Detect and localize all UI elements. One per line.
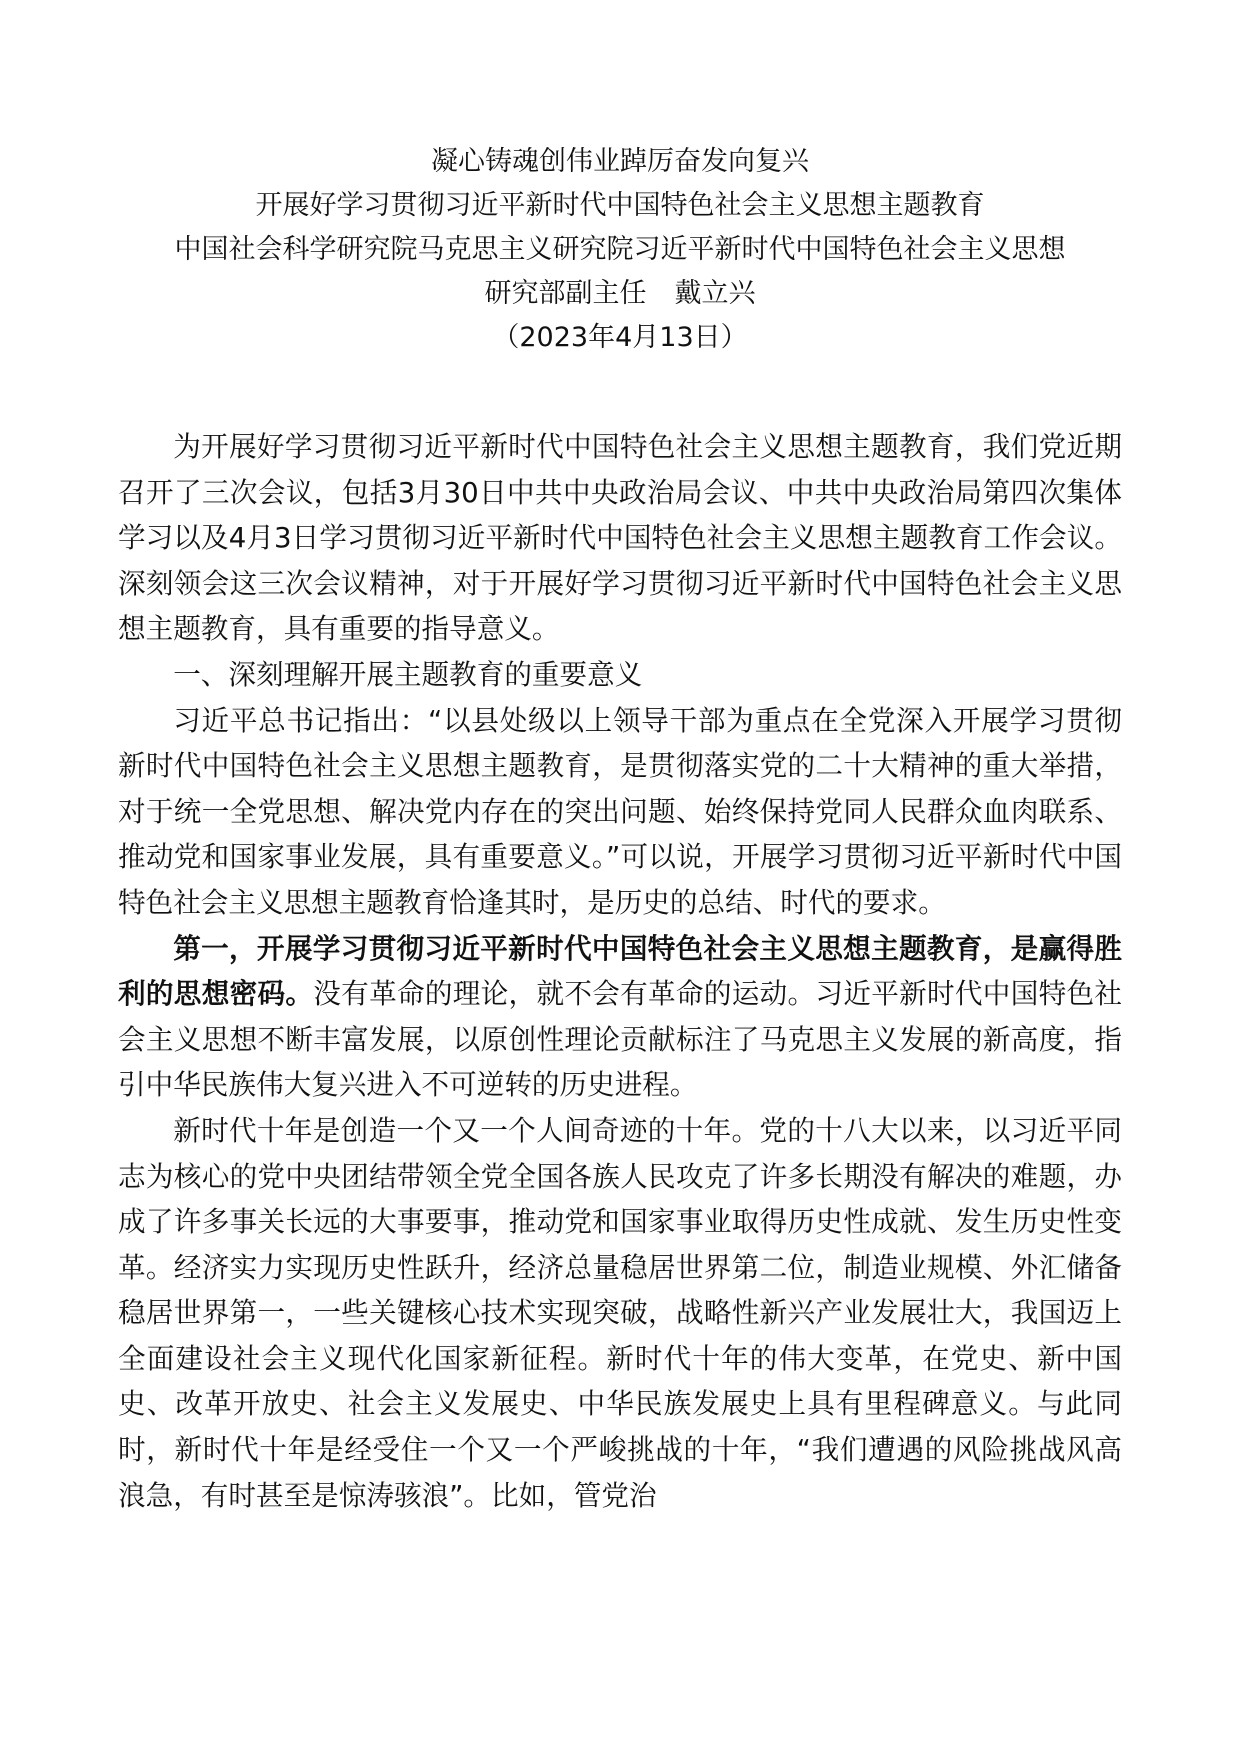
paragraph-new-era: 新时代十年是创造一个又一个人间奇迹的十年。党的十八大以来，以习近平同志为核心的党中央团结带领全党全国各族人民攻克了许多长期没有解决的难题，办成了许多事关长远的大事要事，推动党和国家事业取得历史性成就、发生历史性变革。经济实力实现历史性跃升，经济总量稳居世界第二位，制造业规模、外汇储备稳居世界第一，一些关键核心技术实现突破，战略性新兴产业发展壮大，我国迈上全面建设社会主义现代化国家新征程。新时代十年的伟大变革，在党史、新中国史、改革开放史、社会主义发展史、中华民族发展史上具有里程碑意义。与此同时，新时代十年是经受住一个又一个严峻挑战的十年，“我们遭遇的风险挑战风高浪急，有时甚至是惊涛骇浪”。比如，管党治: [118, 1113, 1122, 1512]
author-name: 戴立兴: [674, 278, 756, 309]
author-organization: 中国社会科学研究院马克思主义研究院习近平新时代中国特色社会主义思想: [174, 234, 1066, 265]
paragraph-first-point: [118, 926, 1122, 1108]
author-position: 研究部副主任: [484, 278, 647, 309]
first-point-bold-lead: 第一，开展学习贯彻习近平新时代中国特色社会主义思想主题教育，是赢得胜利的思想密码。: [118, 931, 1122, 1011]
paragraph-quote: 习近平总书记指出：“以县处级以上领导干部为重点在全党深入开展学习贯彻新时代中国特色社会主义思想主题教育，是贯彻落实党的二十大精神的重大举措，对于统一全党思想、解决党内存在的突出问题、始终保持党同人民群众血肉联系、推动党和国家事业发展，具有重要意义。”可以说，开展学习贯彻习近平新时代中国特色社会主义思想主题教育恰逢其时，是历史的总结、时代的要求。: [118, 703, 1122, 919]
author-line: [0, 272, 1240, 316]
document-body: [118, 424, 1122, 1518]
document-subtitle: 开展好学习贯彻习近平新时代中国特色社会主义思想主题教育: [255, 190, 985, 221]
section-heading-1: 一、深刻理解开展主题教育的重要意义: [173, 657, 643, 691]
document-date: （2023年4月13日）: [492, 322, 748, 353]
first-point-text: 没有革命的理论，就不会有革命的运动。习近平新时代中国特色社会主义思想不断丰富发展，以原创性理论贡献标注了马克思主义发展的新高度，指引中华民族伟大复兴进入不可逆转的历史进程。: [118, 977, 1122, 1102]
document-header: [0, 140, 1240, 360]
paragraph-intro: 为开展好学习贯彻习近平新时代中国特色社会主义思想主题教育，我们党近期召开了三次会议，包括3月30日中共中央政治局会议、中共中央政治局第四次集体学习以及4月3日学习贯彻习近平新时代中国特色社会主义思想主题教育工作会议。深刻领会这三次会议精神，对于开展好学习贯彻习近平新时代中国特色社会主义思想主题教育，具有重要的指导意义。: [118, 430, 1122, 646]
document-title: 凝心铸魂创伟业踔厉奋发向复兴: [431, 146, 809, 177]
